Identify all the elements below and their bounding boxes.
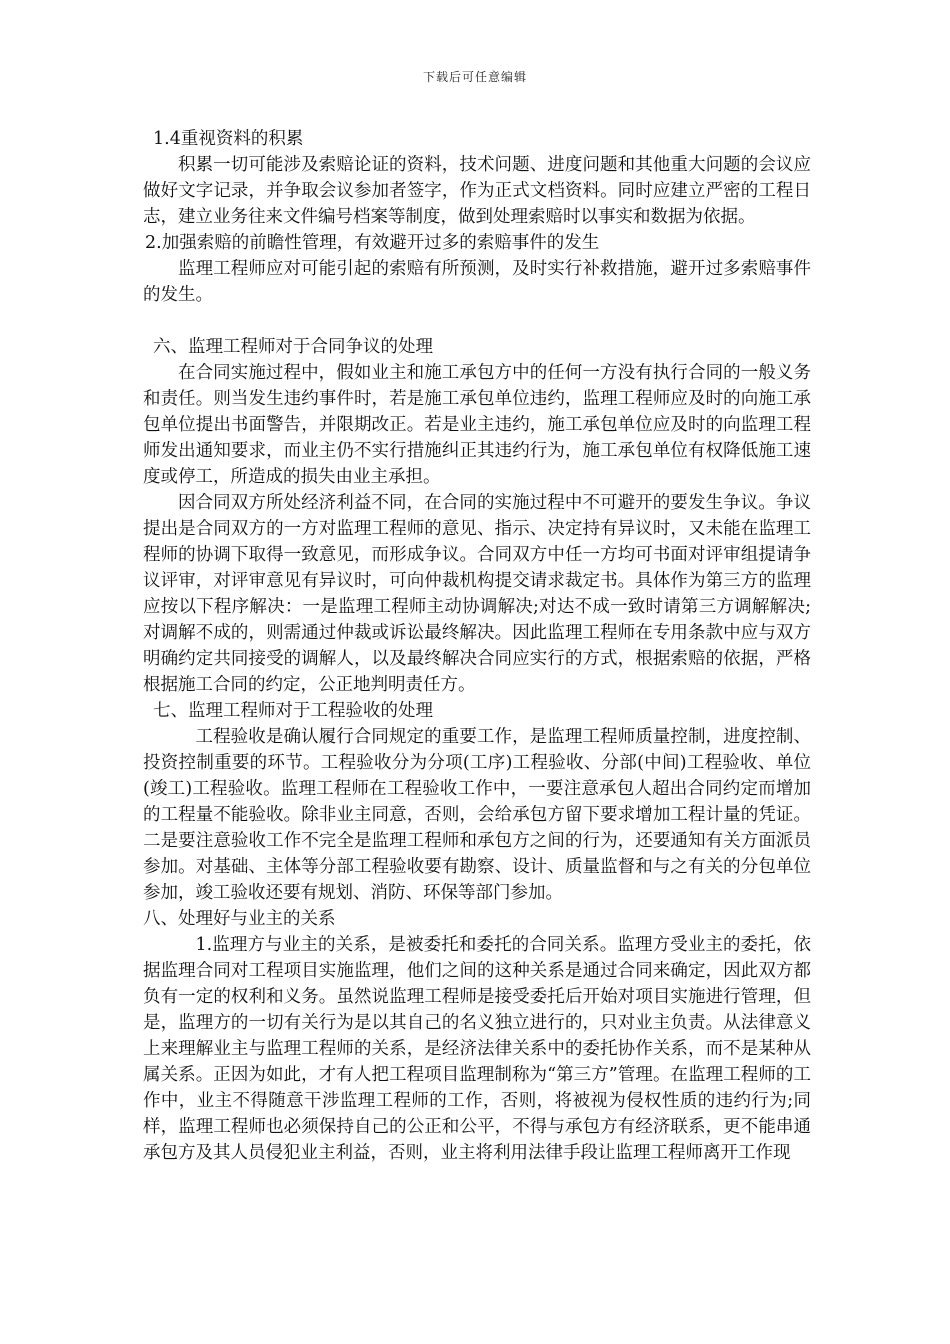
- paragraph-6-2: 因合同双方所处经济利益不同，在合同的实施过程中不可避开的要发生争议。争议提出是合同双方的一方对监理工程师的意见、指示、决定持有异议时，又未能在监理工程师的协调下取得一致意见，而形成争议。合同双方中任一方均可书面对评审组提请争议评审，对评审意见有异议时，可向仲裁机构提交请求裁定书。具体作为第三方的监理应按以下程序解决：一是监理工程师主动协调解决;对达不成一致时请第三方调解解决;对调解不成的，则需通过仲裁或诉讼最终解决。因此监理工程师在专用条款中应与双方明确约定共同接受的调解人，以及最终解决合同应实行的方式，根据索赔的依据，严格根据施工合同的约定，公正地判明责任方。: [143, 493, 811, 695]
- paragraph-8: 1.监理方与业主的关系，是被委托和委托的合同关系。监理方受业主的委托，依据监理合同对工程项目实施监理，他们之间的这种关系是通过合同来确定，因此双方都负有一定的权利和义务。虽然说监理工程师是接受委托后开始对项目实施进行管理，但是，监理方的一切有关行为是以其自己的名义独立进行的，只对业主负责。从法律意义上来理解业主与监理工程师的关系，是经济法律关系中的委托协作关系，而不是某种从属关系。正因为如此，才有人把工程项目监理制称为“第三方”管理。在监理工程师的工作中，业主不得随意干涉监理工程师的工作，否则，将被视为侵权性质的违约行为;同样，监理工程师也必须保持自己的公正和公平，不得与承包方有经济联系，更不能串通承包方及其人员侵犯业主利益，否则，业主将利用法律手段让监理工程师离开工作现: [143, 935, 811, 1163]
- paragraph-1-4: 积累一切可能涉及索赔论证的资料，技术问题、进度问题和其他重大问题的会议应做好文字记录，并争取会议参加者签字，作为正式文档资料。同时应建立严密的工程日志，建立业务往来文件编号档案等制度，做到处理索赔时以事实和数据为依据。: [143, 155, 811, 227]
- paragraph-6-1: 在合同实施过程中，假如业主和施工承包方中的任何一方没有执行合同的一般义务和责任。则当发生违约事件时，若是施工承包单位违约，监理工程师应及时的向施工承包单位提出书面警告，并限期改正。若是业主违约，施工承包单位应及时的向监理工程师发出通知要求，而业主仍不实行措施纠正其违约行为，施工承包单位有权降低施工速度或停工，所造成的损失由业主承担。: [143, 363, 811, 487]
- section-heading-6: 六、监理工程师对于合同争议的处理: [153, 337, 433, 357]
- paragraph-7: 工程验收是确认履行合同规定的重要工作，是监理工程师质量控制，进度控制、投资控制重要的环节。工程验收分为分项(工序)工程验收、分部(中间)工程验收、单位(竣工)工程验收。监理工程师在工程验收工作中，一要注意承包人超出合同约定而增加的工程量不能验收。除非业主同意，否则，会给承包方留下要求增加工程计量的凭证。二是要注意验收工作不完全是监理工程师和承包方之间的行为，还要通知有关方面派员参加。对基础、主体等分部工程验收要有勘察、设计、质量监督和与之有关的分包单位参加，竣工验收还要有规划、消防、环保等部门参加。: [143, 727, 811, 903]
- section-heading-1-4: 1.4重视资料的积累: [153, 129, 304, 149]
- header-note: 下载后可任意编辑: [422, 70, 527, 84]
- paragraph-2: 监理工程师应对可能引起的索赔有所预测，及时实行补救措施，避开过多索赔事件的发生。: [143, 259, 811, 305]
- section-heading-8: 八、处理好与业主的关系: [143, 909, 336, 929]
- section-heading-2: 2.加强索赔的前瞻性管理，有效避开过多的索赔事件的发生: [145, 233, 600, 253]
- section-heading-7: 七、监理工程师对于工程验收的处理: [153, 701, 433, 721]
- document-body: [143, 126, 811, 1166]
- paragraph-gap: [143, 308, 811, 334]
